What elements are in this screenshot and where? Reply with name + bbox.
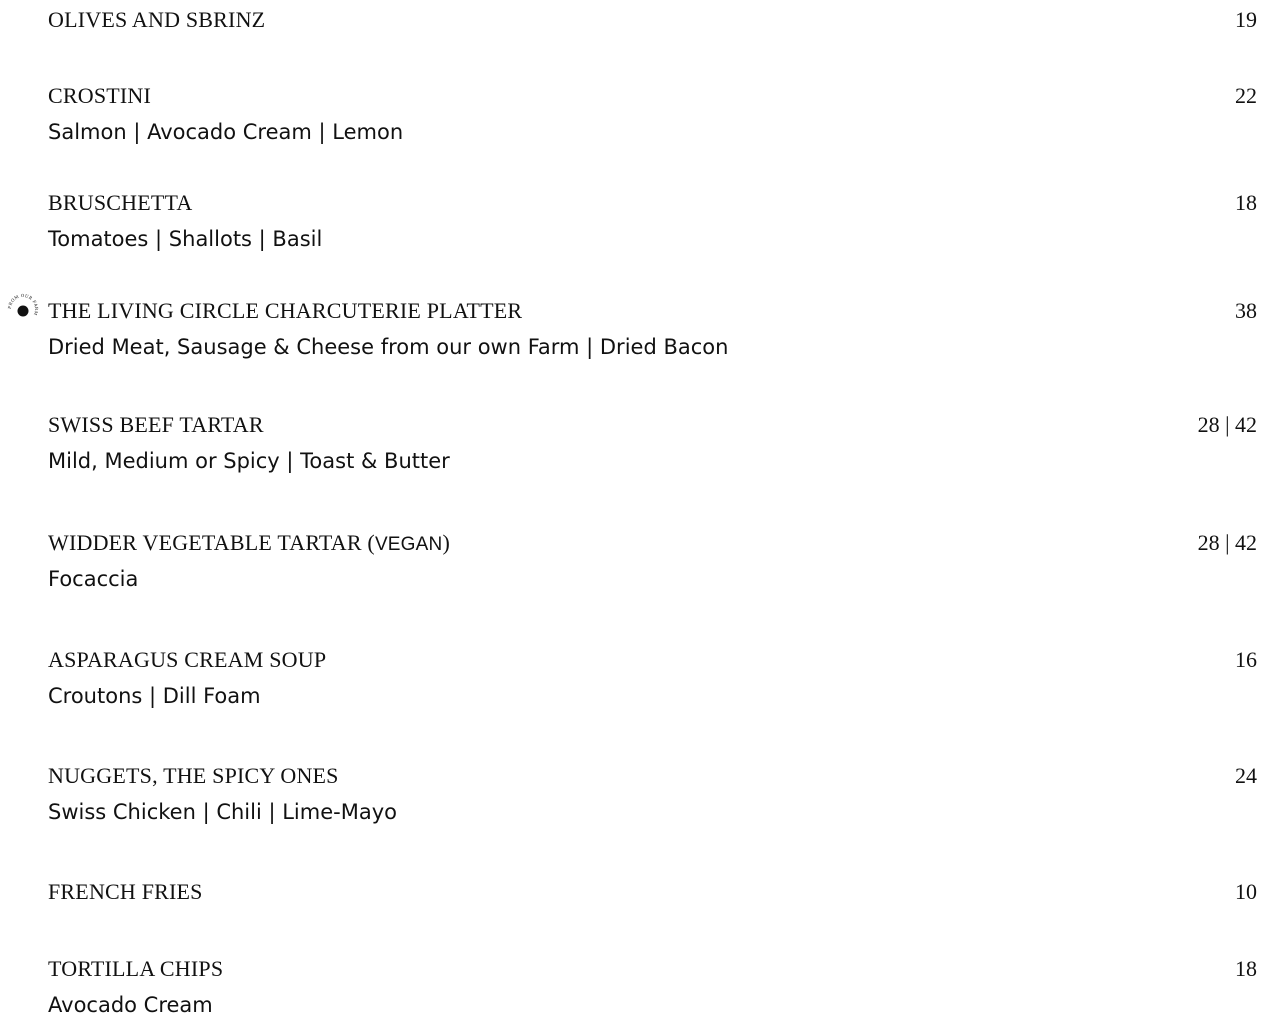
item-description: Avocado Cream xyxy=(48,993,213,1017)
item-title: FRENCH FRIES xyxy=(48,879,203,904)
item-title: OLIVES AND SBRINZ xyxy=(48,7,266,32)
item-title: CROSTINI xyxy=(48,83,152,108)
item-description: Swiss Chicken | Chili | Lime-Mayo xyxy=(48,800,397,824)
item-price: 38 xyxy=(1235,298,1257,323)
menu-item-crostini xyxy=(48,83,1257,153)
item-price: 22 xyxy=(1235,83,1257,108)
menu-item-charcuterie-platter xyxy=(6,292,1257,368)
menu-item-widder-vegetable-tartar xyxy=(48,530,1257,600)
item-description: Focaccia xyxy=(48,567,139,591)
item-title: THE LIVING CIRCLE CHARCUTERIE PLATTER xyxy=(48,298,523,323)
item-price: 28 | 42 xyxy=(1197,530,1257,555)
menu-item-french-fries xyxy=(48,879,1257,949)
item-description: Croutons | Dill Foam xyxy=(48,684,261,708)
item-title: WIDDER VEGETABLE TARTAR ( xyxy=(48,530,375,555)
from-our-farm-seal-icon xyxy=(6,292,40,326)
menu-item-olives-and-sbrinz xyxy=(48,7,1257,77)
item-title: NUGGETS, THE SPICY ONES xyxy=(48,763,339,788)
item-price: 24 xyxy=(1235,763,1257,788)
item-title: TORTILLA CHIPS xyxy=(48,956,224,981)
menu-item-asparagus-cream-soup xyxy=(48,647,1257,717)
item-title-group xyxy=(48,530,450,558)
item-title: ASPARAGUS CREAM SOUP xyxy=(48,647,327,672)
menu-item-tortilla-chips xyxy=(48,956,1257,1026)
item-title: BRUSCHETTA xyxy=(48,190,193,215)
item-title-suffix: ) xyxy=(442,530,450,555)
item-price: 19 xyxy=(1235,7,1257,32)
menu-item-swiss-beef-tartar xyxy=(48,412,1257,482)
item-description: Tomatoes | Shallots | Basil xyxy=(48,227,323,251)
item-price: 10 xyxy=(1235,879,1257,904)
item-title: SWISS BEEF TARTAR xyxy=(48,412,264,437)
item-description: Mild, Medium or Spicy | Toast & Butter xyxy=(48,449,450,473)
menu-item-bruschetta xyxy=(48,190,1257,260)
item-price: 18 xyxy=(1235,956,1257,981)
menu-item-nuggets xyxy=(48,763,1257,833)
svg-text:FROM OUR FARM: FROM OUR FARM xyxy=(6,292,40,317)
item-price: 28 | 42 xyxy=(1197,412,1257,437)
item-price: 16 xyxy=(1235,647,1257,672)
item-description: Salmon | Avocado Cream | Lemon xyxy=(48,120,404,144)
item-description: Dried Meat, Sausage & Cheese from our own Farm | Dried Bacon xyxy=(48,335,729,359)
vegan-tag: VEGAN xyxy=(374,534,443,555)
item-price: 18 xyxy=(1235,190,1257,215)
